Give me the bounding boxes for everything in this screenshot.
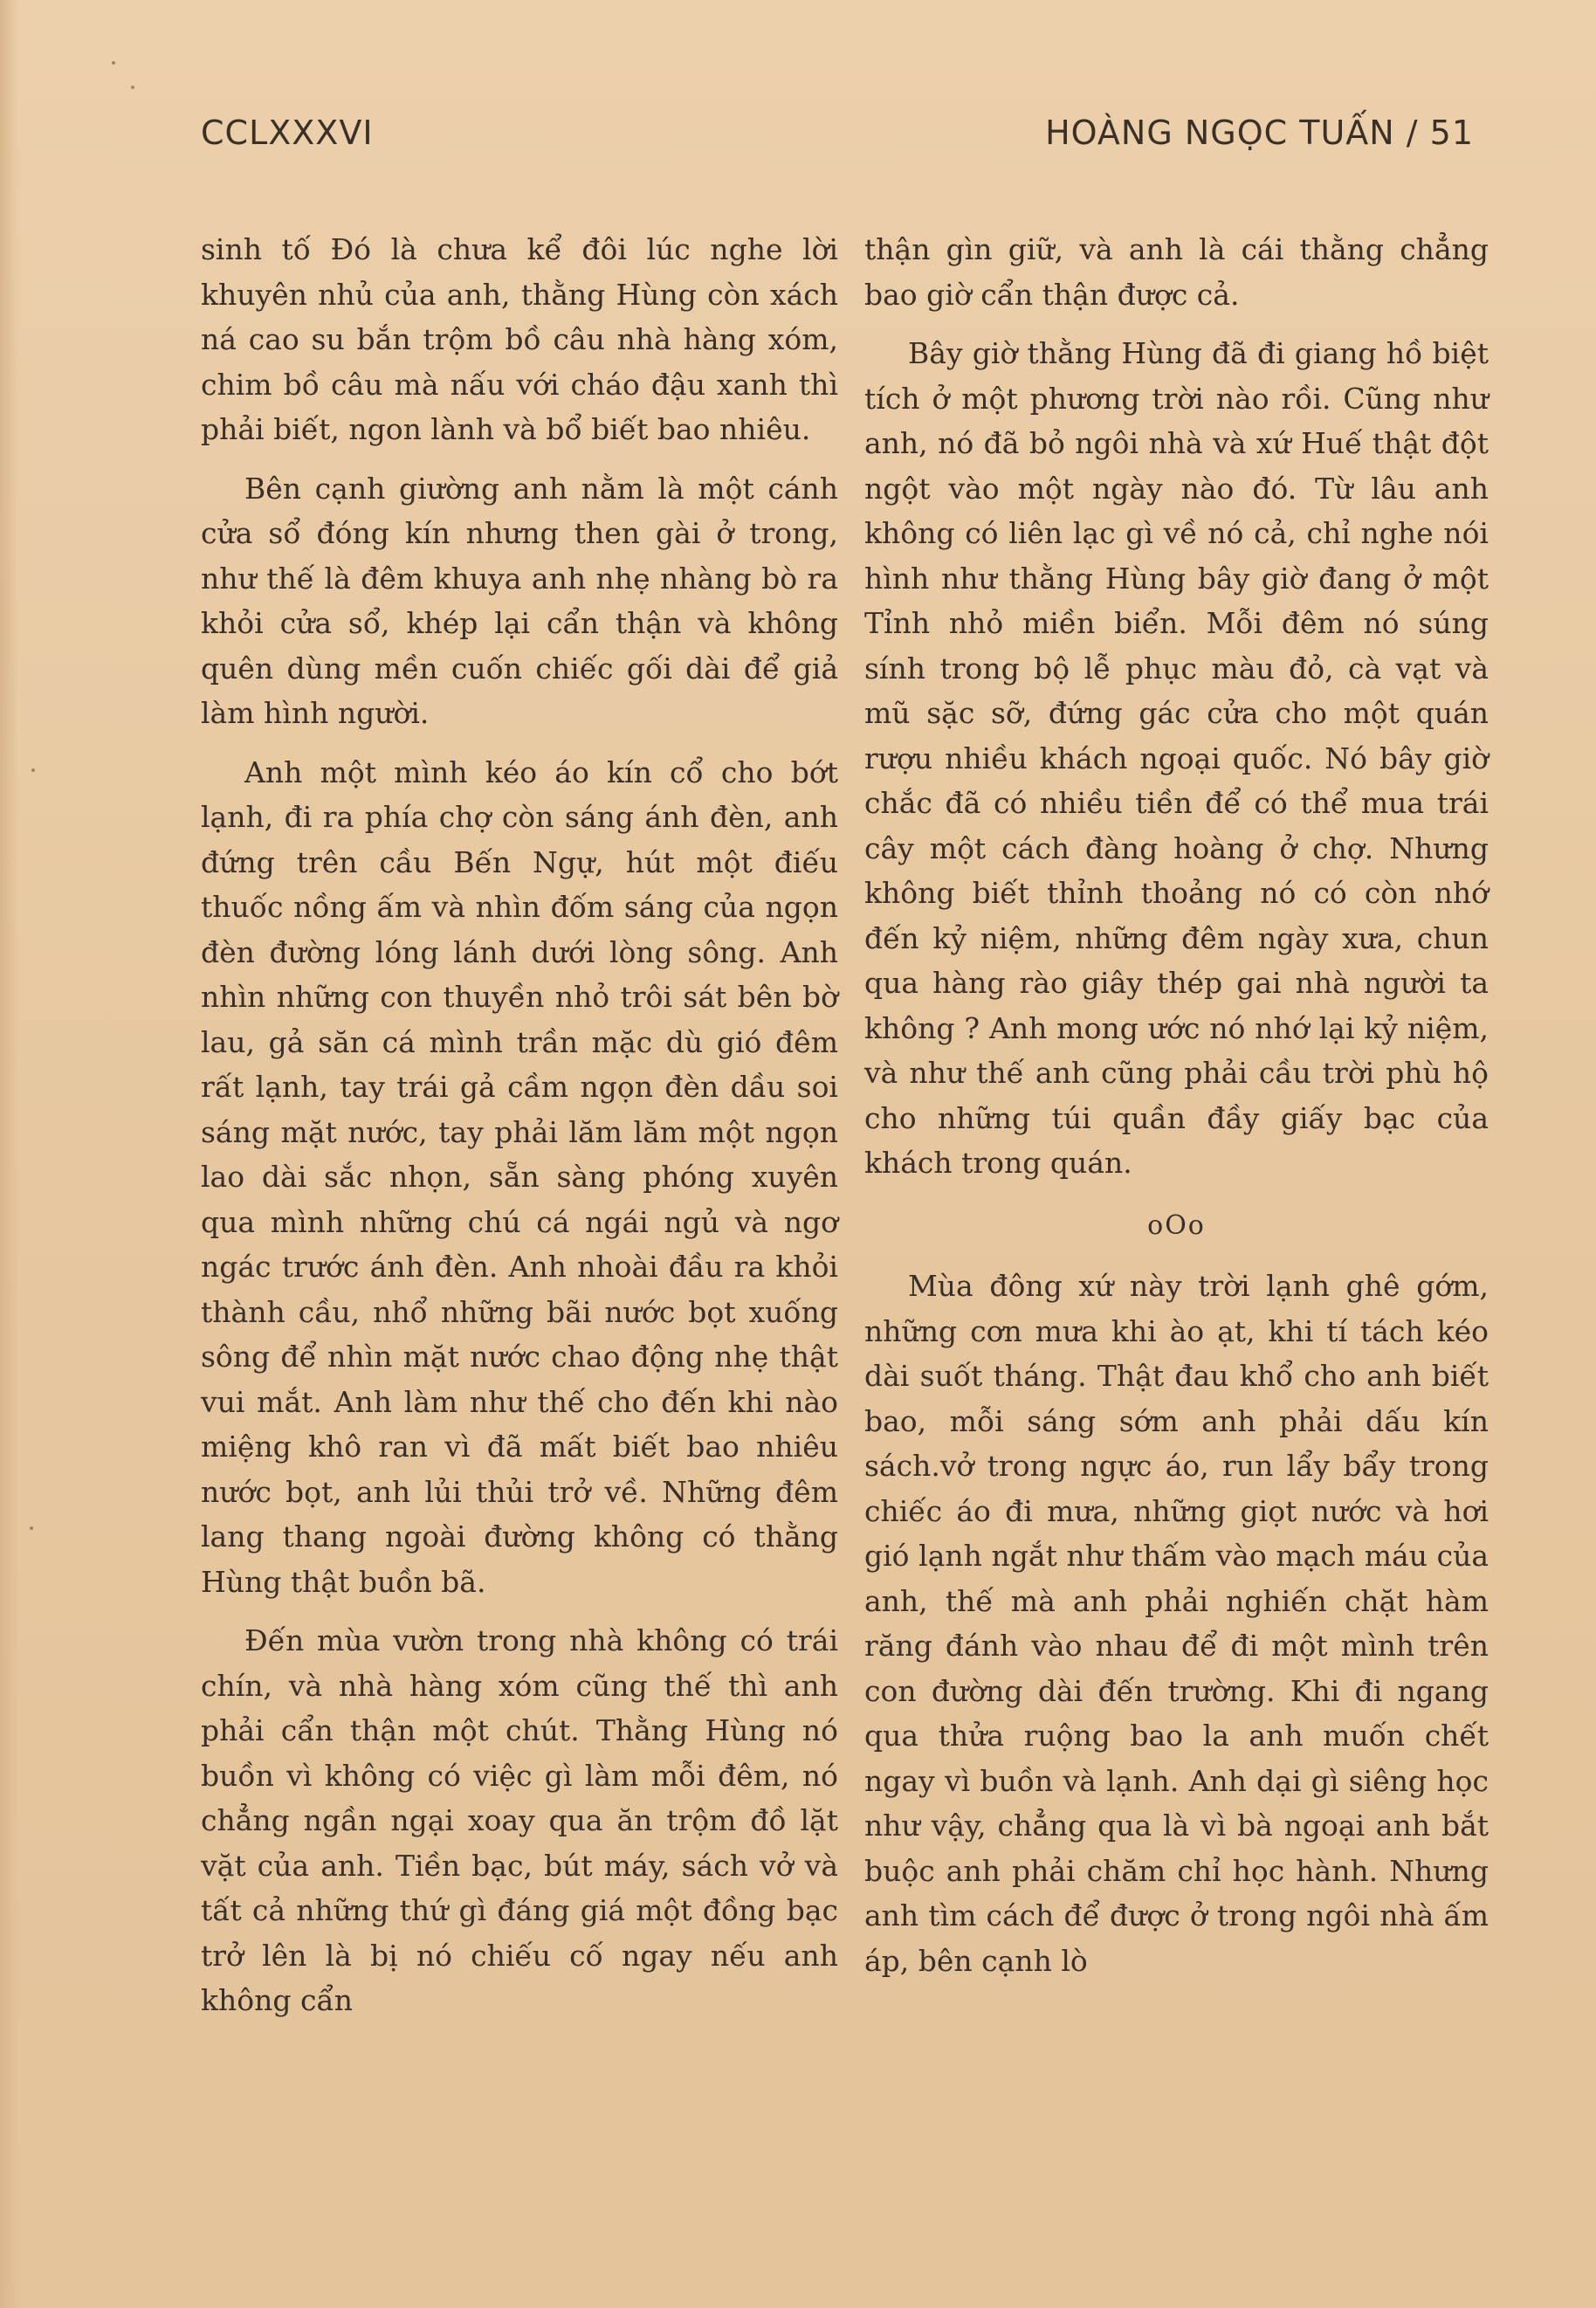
paragraph: Anh một mình kéo áo kín cổ cho bớt lạnh, đi ra phía chợ còn sáng ánh đèn, anh đứng trên cầu Bến Ngự, hút một điếu thuốc nồng ấm và nhìn đốm sáng của ngọn đèn đường lóng lánh dưới lòng sông. Anh nhìn những con thuyền nhỏ trôi sát bên bờ lau, gả săn cá mình trần mặc dù gió đêm rất lạnh, tay trái gả cầm ngọn đèn dầu soi sáng mặt nước, tay phải lăm lăm một ngọn lao dài sắc nhọn, sẵn sàng phóng xuyên qua mình những chú cá ngái ngủ và ngơ ngác trước ánh đèn. Anh nhoài đầu ra khỏi thành cầu, nhổ những bãi nước bọt xuống sông để nhìn mặt nước chao động nhẹ thật vui mắt. Anh làm như thế cho đến khi nào miệng khô ran vì đã mất biết bao nhiêu nước bọt, anh lủi thủi trở về. Những đêm lang thang ngoài đường không có thằng Hùng thật buồn bã.: [201, 754, 838, 1599]
left-text-column: [201, 227, 838, 2023]
print-speck: [112, 61, 115, 65]
print-speck: [31, 768, 35, 772]
paragraph: sinh tố Đó là chưa kể đôi lúc nghe lời khuyên nhủ của anh, thằng Hùng còn xách ná cao su bắn trộm bồ câu nhà hàng xóm, chim bồ câu mà nấu với cháo đậu xanh thì phải biết, ngon lành và bổ biết bao nhiêu.: [201, 232, 838, 446]
paragraph: thận gìn giữ, và anh là cái thằng chẳng bao giờ cẩn thận được cả.: [864, 232, 1489, 312]
paragraph: Mùa đông xứ này trời lạnh ghê gớm, những cơn mưa khi ào ạt, khi tí tách kéo dài suốt tháng. Thật đau khổ cho anh biết bao, mỗi sáng sớm anh phải dấu kín sách.vở trong ngực áo, run lẩy bẩy trong chiếc áo đi mưa, những giọt nước và hơi gió lạnh ngắt như thấm vào mạch máu của anh, thế mà anh phải nghiến chặt hàm răng đánh vào nhau để đi một mình trên con đường dài đến trường. Khi đi ngang qua thửa ruộng bao la anh muốn chết ngay vì buồn và lạnh. Anh dại gì siêng học như vậy, chẳng qua là vì bà ngoại anh bắt buộc anh phải chăm chỉ học hành. Nhưng anh tìm cách để được ở trong ngôi nhà ấm áp, bên cạnh lò: [864, 1269, 1489, 1978]
paragraph: Bên cạnh giường anh nằm là một cánh cửa sổ đóng kín nhưng then gài ở trong, như thế là đêm khuya anh nhẹ nhàng bò ra khỏi cửa sổ, khép lại cẩn thận và không quên dùng mền cuốn chiếc gối dài để giả làm hình người.: [201, 471, 838, 730]
right-text-column: [864, 227, 1489, 1983]
paragraph: Đến mùa vườn trong nhà không có trái chín, và nhà hàng xóm cũng thế thì anh phải cẩn thận một chút. Thằng Hùng nó buồn vì không có việc gì làm mỗi đêm, nó chẳng ngần ngại xoay qua ăn trộm đồ lặt vặt của anh. Tiền bạc, bút máy, sách vở và tất cả những thứ gì đáng giá một đồng bạc trở lên là bị nó chiếu cố ngay nếu anh không cẩn: [201, 1623, 838, 2017]
paragraph: Bây giờ thằng Hùng đã đi giang hồ biệt tích ở một phương trời nào rồi. Cũng như anh, nó đã bỏ ngôi nhà và xứ Huế thật đột ngột vào một ngày nào đó. Từ lâu anh không có liên lạc gì về nó cả, chỉ nghe nói hình như thằng Hùng bây giờ đang ở một Tỉnh nhỏ miền biển. Mỗi đêm nó súng sính trong bộ lễ phục màu đỏ, cà vạt và mũ sặc sỡ, đứng gác cửa cho một quán rượu nhiều khách ngoại quốc. Nó bây giờ chắc đã có nhiều tiền để có thể mua trái cây một cách đàng hoàng ở chợ. Nhưng không biết thỉnh thoảng nó có còn nhớ đến kỷ niệm, những đêm ngày xưa, chun qua hàng rào giây thép gai nhà người ta không ? Anh mong ước nó nhớ lại kỷ niệm, và như thế anh cũng phải cầu trời phù hộ cho những túi quần đầy giấy bạc của khách trong quán.: [864, 336, 1489, 1180]
header-author-page-number: HOÀNG NGỌC TUẤN / 51: [1045, 114, 1474, 152]
print-speck: [131, 86, 134, 89]
header-section-number: CCLXXXVI: [201, 114, 374, 152]
section-separator: oOo: [1147, 1209, 1206, 1241]
page-edge-shadow: [0, 0, 19, 2308]
print-speck: [30, 1526, 33, 1530]
page-header: [201, 114, 1474, 166]
